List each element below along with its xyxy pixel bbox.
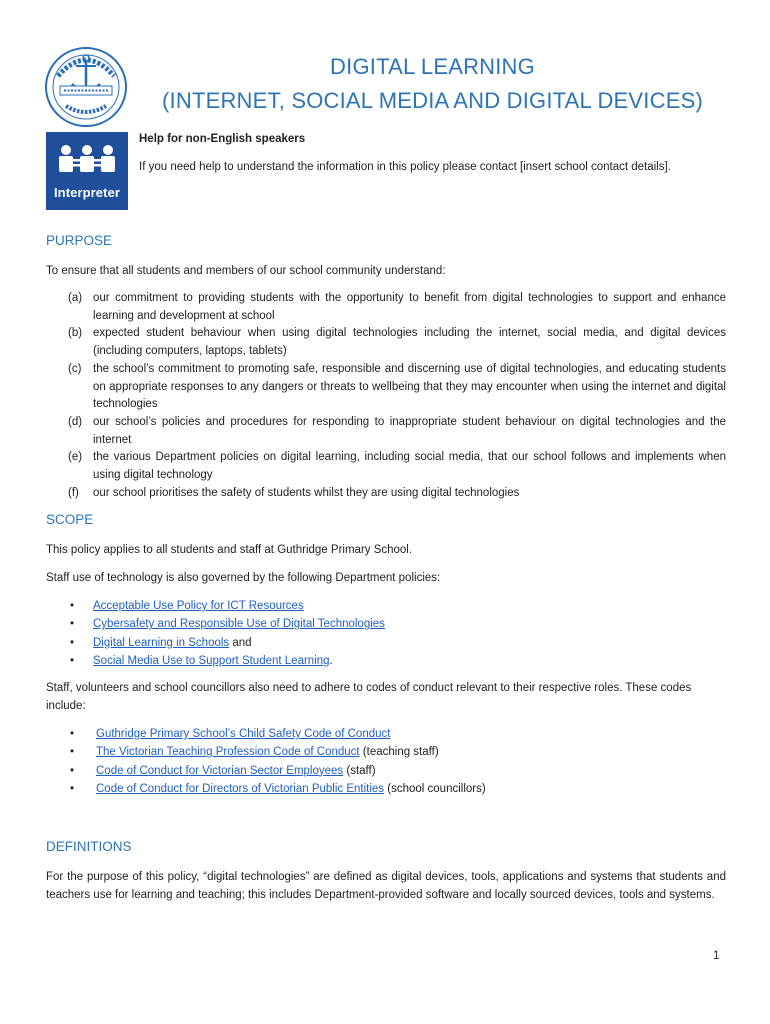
- help-heading: Help for non-English speakers: [139, 133, 306, 145]
- title-line-1: DIGITAL LEARNING: [330, 54, 535, 79]
- help-text: If you need help to understand the information in this policy please contact [insert school contact details].: [139, 161, 671, 173]
- codes-of-conduct-list: [46, 725, 726, 798]
- bullet-icon: •: [70, 764, 75, 777]
- bullet-icon: •: [70, 728, 75, 740]
- definitions-heading: DEFINITIONS: [46, 839, 132, 854]
- list-item: [46, 725, 726, 743]
- list-item: (d) our school’s policies and procedures for responding to inappropriate student behaviour on digital technologies and the internet: [68, 415, 726, 446]
- people-figures-icon: [56, 144, 118, 178]
- purpose-heading: PURPOSE: [46, 233, 113, 248]
- policy-link[interactable]: Social Media Use to Support Student Learning: [93, 654, 330, 667]
- list-item: (a) our commitment to providing students with the opportunity to benefit from digital technologies to support and enhance learning and development at school: [68, 292, 726, 322]
- page-number: 1: [713, 950, 720, 962]
- scope-paragraph-1: This policy applies to all students and staff at Guthridge Primary School.: [46, 544, 413, 556]
- list-item: • Social Media Use to Support Student Learning.: [46, 652, 726, 670]
- document-title: [0, 50, 770, 118]
- bullet-icon: •: [70, 600, 75, 612]
- list-item: • Code of Conduct for Directors of Victorian Public Entities (school councillors): [46, 780, 726, 798]
- policy-link[interactable]: Digital Learning in Schools: [93, 636, 230, 649]
- purpose-list: [46, 290, 726, 502]
- bullet-icon: •: [70, 636, 75, 649]
- scope-paragraph-2: Staff use of technology is also governed by the following Department policies:: [46, 572, 441, 584]
- list-item: (f) our school prioritises the safety of students whilst they are using digital technologies: [68, 486, 520, 499]
- definitions-text: For the purpose of this policy, “digital technologies” are defined as digital devices, tools, applications and systems that students and teachers use for learning and teaching; this includes Department-provided software and locally sourced devices, tools and systems.: [46, 871, 726, 901]
- bullet-icon: •: [70, 618, 75, 631]
- department-policies-list: [46, 597, 726, 670]
- bullet-icon: •: [70, 654, 75, 667]
- bullet-icon: •: [70, 746, 75, 759]
- list-item: (c) the school’s commitment to promoting safe, responsible and discerning use of digital technologies, and educating students on appropriate responses to any dangers or threats to wellbeing that they may encounter when using the internet and digital technologies: [68, 362, 726, 411]
- code-link[interactable]: Code of Conduct for Victorian Sector Employees: [96, 764, 344, 777]
- list-item: (b) expected student behaviour when using digital technologies including the internet, social media, and digital devices (including computers, laptops, tablets): [68, 327, 726, 358]
- code-link[interactable]: The Victorian Teaching Profession Code of Conduct: [96, 746, 360, 759]
- list-item: • Code of Conduct for Victorian Sector Employees (staff): [46, 762, 726, 780]
- scope-paragraph-3: Staff, volunteers and school councillors also need to adhere to codes of conduct relevant to their respective roles. These codes include:: [46, 682, 692, 712]
- purpose-intro: To ensure that all students and members of our school community understand:: [46, 265, 446, 277]
- policy-link[interactable]: Cybersafety and Responsible Use of Digital Technologies: [93, 618, 385, 631]
- list-item: (e) the various Department policies on digital learning, including social media, that our school follows and implements when using digital technology: [68, 451, 726, 482]
- list-item: • Digital Learning in Schools and: [46, 634, 726, 652]
- list-item: [46, 615, 726, 633]
- list-item: [46, 597, 726, 615]
- policy-link[interactable]: Acceptable Use Policy for ICT Resources: [93, 600, 304, 612]
- bullet-icon: •: [70, 782, 75, 795]
- list-item: • The Victorian Teaching Profession Code of Conduct (teaching staff): [46, 743, 726, 761]
- interpreter-icon: [46, 132, 128, 210]
- code-link[interactable]: Code of Conduct for Directors of Victorian Public Entities: [96, 782, 385, 795]
- title-line-2: (INTERNET, SOCIAL MEDIA AND DIGITAL DEVICES): [162, 88, 703, 113]
- interpreter-label: Interpreter: [53, 185, 121, 200]
- scope-heading: SCOPE: [46, 512, 94, 527]
- code-link[interactable]: Guthridge Primary School’s Child Safety Code of Conduct: [96, 728, 391, 740]
